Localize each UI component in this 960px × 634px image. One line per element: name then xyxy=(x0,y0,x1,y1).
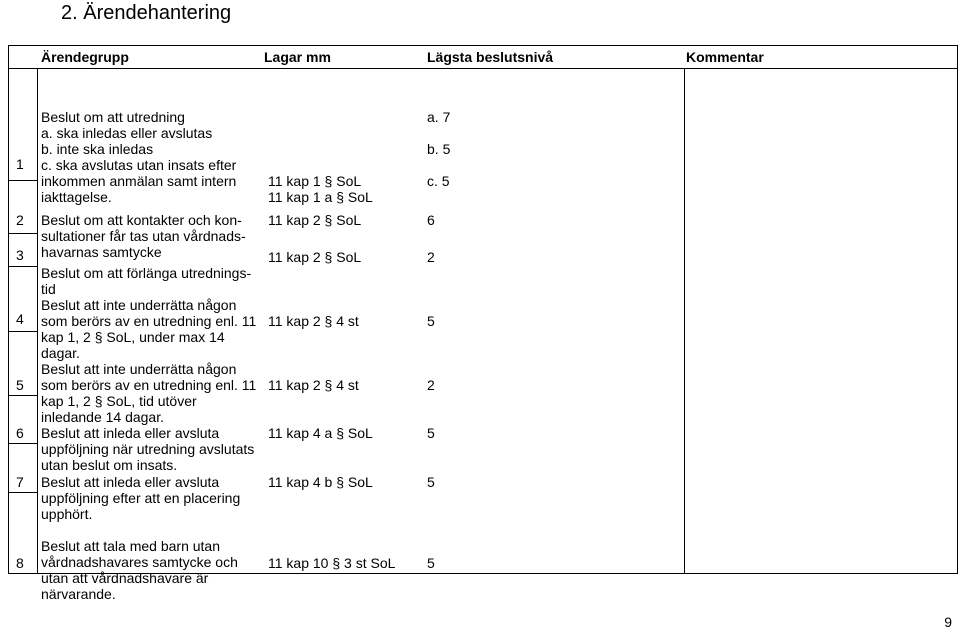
row-description: Beslut om att förlänga utrednings- tid xyxy=(41,265,252,297)
row-level: 5 xyxy=(427,474,435,490)
row-law: 11 kap 10 § 3 st SoL xyxy=(268,555,396,571)
row-law: 11 kap 2 § SoL xyxy=(268,249,362,265)
row-description: Beslut om att utredning a. ska inledas eller avslutas b. inte ska inledas c. ska avslutas utan insats efter inkommen anmälan samt intern iakttagelse. xyxy=(41,109,237,205)
column-divider xyxy=(37,68,38,574)
row-description: Beslut att inte underrätta någon som berörs av en utredning enl. 11 kap 1, 2 § SoL, tid utöver inledande 14 dagar. xyxy=(41,361,257,425)
row-level: 5 xyxy=(427,313,435,329)
row-divider xyxy=(8,233,37,234)
row-divider xyxy=(8,492,37,493)
row-law: 11 kap 2 § SoL xyxy=(268,212,362,228)
column-divider xyxy=(684,68,685,574)
row-divider xyxy=(8,331,37,332)
row-number: 2 xyxy=(16,212,24,228)
row-divider xyxy=(8,266,37,267)
row-level: 2 xyxy=(427,377,435,393)
row-level: a. 7 b. 5 c. 5 xyxy=(427,109,451,189)
row-number: 5 xyxy=(16,377,24,393)
row-law: 11 kap 2 § 4 st xyxy=(268,377,359,393)
row-description: Beslut att inleda eller avsluta uppföljning när utredning avslutats utan beslut om insats. xyxy=(41,425,255,473)
table-border-left xyxy=(8,45,9,574)
row-description: Beslut att tala med barn utan vårdnadshavares samtycke och utan att vårdnadshavare är närvarande. xyxy=(41,538,238,602)
table-border-top xyxy=(8,45,958,46)
row-level: 5 xyxy=(427,555,435,571)
header-comment: Kommentar xyxy=(686,49,764,65)
row-divider xyxy=(8,443,37,444)
header-divider xyxy=(8,68,958,69)
row-law: 11 kap 4 a § SoL xyxy=(268,425,373,441)
row-number: 4 xyxy=(16,311,24,327)
header-level: Lägsta beslutsnivå xyxy=(427,49,554,65)
row-number: 6 xyxy=(16,425,24,441)
row-description: Beslut att inleda eller avsluta uppföljning efter att en placering upphört. xyxy=(41,474,241,522)
row-number: 7 xyxy=(16,474,24,490)
row-level: 6 xyxy=(427,212,435,228)
row-number: 1 xyxy=(16,156,24,172)
header-law: Lagar mm xyxy=(264,49,331,65)
page-number: 9 xyxy=(944,614,952,630)
row-law: 11 kap 1 § SoL 11 kap 1 a § SoL xyxy=(268,173,373,205)
row-level: 5 xyxy=(427,425,435,441)
row-description: Beslut om att kontakter och kon- sultationer får tas utan vårdnads- havarnas samtycke xyxy=(41,212,246,260)
row-level: 2 xyxy=(427,249,435,265)
row-description: Beslut att inte underrätta någon som berörs av en utredning enl. 11 kap 1, 2 § SoL, under max 14 dagar. xyxy=(41,297,257,361)
table-border-right xyxy=(957,45,958,574)
page-title: 2. Ärendehantering xyxy=(61,2,232,24)
row-divider xyxy=(8,395,37,396)
row-number: 3 xyxy=(16,247,24,263)
row-law: 11 kap 2 § 4 st xyxy=(268,313,359,329)
row-divider xyxy=(8,180,37,181)
row-number: 8 xyxy=(16,555,24,571)
row-law: 11 kap 4 b § SoL xyxy=(268,474,373,490)
header-group: Ärendegrupp xyxy=(41,49,129,65)
